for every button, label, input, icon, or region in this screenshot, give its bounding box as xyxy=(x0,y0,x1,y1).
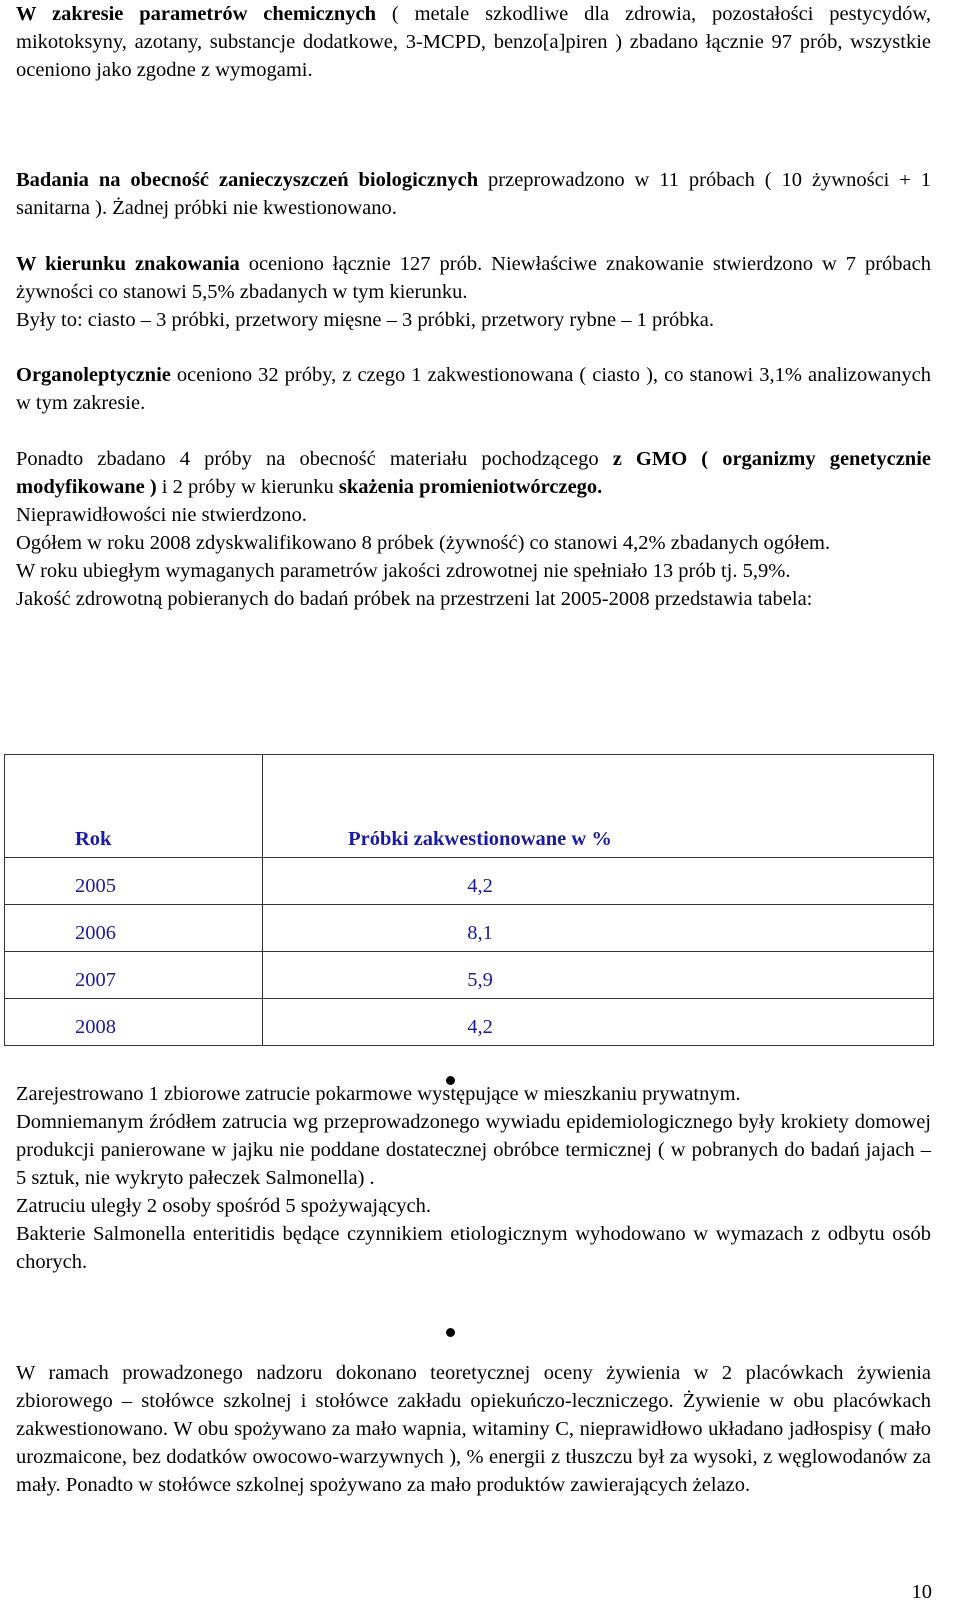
cell-percent: 4,2 xyxy=(263,858,934,905)
paragraph-gmo-summary xyxy=(16,445,931,613)
bullet-icon xyxy=(446,1328,455,1337)
table-row xyxy=(5,999,934,1046)
paragraph-text: oceniono łącznie 127 prób. Niewłaściwe znakowanie stwierdzono w 7 próbach żywności co stanowi 5,5% zbadanych w tym kierunku. xyxy=(16,253,931,303)
paragraph-biological-contaminants xyxy=(16,166,931,222)
paragraph-text: przeprowadzono w 11 próbach ( 10 żywności + 1 sanitarna ). Żadnej próbki nie kwestionowano. xyxy=(16,169,931,219)
cell-percent: 4,2 xyxy=(263,999,934,1046)
bold-lead: Badania na obecność zanieczyszczeń biologicznych xyxy=(16,169,479,191)
bold-lead: Organoleptycznie xyxy=(16,364,171,386)
paragraph-labeling xyxy=(16,250,931,334)
paragraph-line: Nieprawidłowości nie stwierdzono. xyxy=(16,504,307,526)
cell-percent: 5,9 xyxy=(263,952,934,999)
bold-lead: W zakresie parametrów chemicznych xyxy=(16,3,376,25)
paragraph-text: W ramach prowadzonego nadzoru dokonano teoretycznej oceny żywienia w 2 placówkach żywienia zbiorowego – stołówce szkolnej i stołówce zakładu opiekuńczo-leczniczego. Żywienie w obu placówkach zakwestionowano. W obu spożywano za mało wapnia, witaminy C, nieprawidłowo układano jadłospisy ( mało urozmaicone, bez dodatków owocowo-warzywnych ), % energii z tłuszczu był za wysoki, z węglowodanów za mały. Ponadto w stołówce szkolnej spożywano za mało produktów zawierających żelazo. xyxy=(16,1362,931,1496)
bold-gmo: z GMO ( organizmy genetycznie modyfikowane ) xyxy=(16,448,932,498)
cell-year: 2005 xyxy=(5,858,263,905)
paragraph-line: Zarejestrowano 1 zbiorowe zatrucie pokarmowe występujące w mieszkaniu prywatnym. xyxy=(16,1083,741,1105)
paragraph-food-poisoning xyxy=(16,1080,931,1276)
paragraph-text: i 2 próby w kierunku xyxy=(156,476,339,498)
table-row xyxy=(5,858,934,905)
cell-percent: 8,1 xyxy=(263,905,934,952)
paragraph-text: Ponadto zbadano 4 próby na obecność materiału pochodzącego xyxy=(16,448,613,470)
paragraph-line: Były to: ciasto – 3 próbki, przetwory mięsne – 3 próbki, przetwory rybne – 1 próbka. xyxy=(16,309,714,331)
quality-table xyxy=(4,754,934,1046)
paragraph-line: Zatruciu uległy 2 osoby spośród 5 spożywających. xyxy=(16,1195,432,1217)
paragraph-line: Jakość zdrowotną pobieranych do badań próbek na przestrzeni lat 2005-2008 przedstawia tabela: xyxy=(16,588,813,610)
paragraph-line: Domniemanym źródłem zatrucia wg przeprowadzonego wywiadu epidemiologicznego były krokiety domowej produkcji panierowane w jajku nie poddane dostatecznej obróbce termicznej ( w pobranych do badań jajach – 5 sztuk, nie wykryto pałeczek Salmonella) . xyxy=(16,1111,931,1189)
page-number: 10 xyxy=(911,1581,932,1603)
paragraph-text: ( metale szkodliwe dla zdrowia, pozostałości pestycydów, mikotoksyny, azotany, substancje dodatkowe, 3-MCPD, benzo[a]piren ) zbadano łącznie 97 prób, wszystkie oceniono jako zgodne z wymogami. xyxy=(16,3,931,81)
header-year: Rok xyxy=(5,755,263,858)
cell-year: 2008 xyxy=(5,999,263,1046)
cell-year: 2006 xyxy=(5,905,263,952)
paragraph-text: oceniono 32 próby, z czego 1 zakwestionowana ( ciasto ), co stanowi 3,1% analizowanych w tym zakresie. xyxy=(16,364,931,414)
table-row xyxy=(5,905,934,952)
paragraph-organoleptic xyxy=(16,361,931,417)
table-header-row xyxy=(5,755,934,858)
table-row xyxy=(5,952,934,999)
paragraph-chemical-parameters xyxy=(16,0,931,84)
paragraph-line: Ogółem w roku 2008 zdyskwalifikowano 8 próbek (żywność) co stanowi 4,2% zbadanych ogółem. xyxy=(16,532,831,554)
paragraph-line: Bakterie Salmonella enteritidis będące czynnikiem etiologicznym wyhodowano w wymazach z odbytu osób chorych. xyxy=(16,1223,931,1273)
paragraph-nutrition-assessment xyxy=(16,1359,931,1499)
bold-lead: W kierunku znakowania xyxy=(16,253,240,275)
cell-year: 2007 xyxy=(5,952,263,999)
bold-radioactive: skażenia promieniotwórczego. xyxy=(338,476,603,498)
paragraph-line: W roku ubiegłym wymaganych parametrów jakości zdrowotnej nie spełniało 13 prób tj. 5,9%. xyxy=(16,560,791,582)
header-rejected-percent: Próbki zakwestionowane w % xyxy=(263,755,934,858)
